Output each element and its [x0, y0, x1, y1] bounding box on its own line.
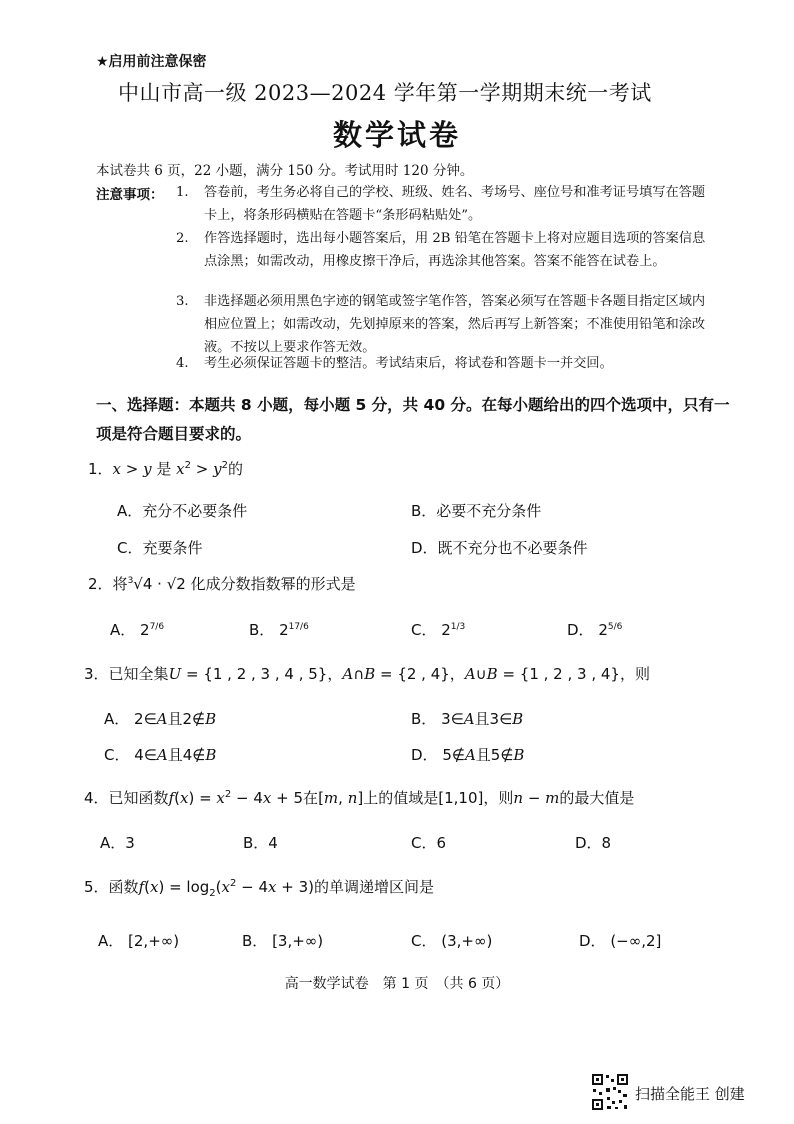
q5-option-b: B． [3,+∞) — [242, 932, 324, 950]
q1-option-d: D．既不充分也不必要条件 — [411, 539, 588, 557]
exam-title: 中山市高一级 2023—2024 学年第一学期期末统一考试 — [118, 81, 652, 105]
note-number: 2. — [176, 231, 189, 246]
question-5: 5．函数$f(x) = \log_2(x^2 - 4x + 3)$的单调递增区间是 — [84, 878, 434, 899]
note-item-3 — [176, 290, 716, 359]
question-2: 2．将$^3$√4 · √2 化成分数指数幂的形式是 — [88, 575, 356, 593]
q2-option-b: B． $2^{17/6}$ — [249, 621, 309, 639]
question-4: 4．已知函数$f(x) = x^2 - 4x + 5$在[m, n]上的值域是[1,10]，则n − m的最大值是 — [84, 789, 635, 807]
exam-intro: 本试卷共 6 页，22 小题，满分 150 分。考试用时 120 分钟。 — [96, 163, 474, 179]
question-number: 1． — [88, 460, 113, 478]
q4-option-c: C．6 — [411, 834, 447, 852]
q5-option-a: A． [2,+∞) — [98, 932, 180, 950]
question-number: 5． — [84, 878, 109, 896]
q2-option-d: D． $2^{5/6}$ — [567, 621, 623, 639]
notes-label: 注意事项： — [96, 187, 164, 203]
question-text: 化成分数指数幂的形式是 — [190, 575, 356, 593]
note-number: 3. — [176, 294, 189, 309]
q2-option-a: A． $2^{7/6}$ — [110, 621, 165, 639]
question-text: 将 — [112, 575, 128, 593]
q1-option-c: C．充要条件 — [117, 539, 203, 557]
section-heading: 一、选择题：本题共 8 小题，每小题 5 分，共 40 分。在每小题给出的四个选项中，只有一项是符合题目要求的。 — [96, 396, 730, 443]
note-text: 非选择题必须用黑色字迹的钢笔或签字笔作答，答案必须写在答题卡各题目指定区域内相应位置上；如需改动，先划掉原来的答案，然后再写上新答案；不准使用铅笔和涂改液。不按以上要求作答无效。 — [204, 294, 706, 355]
q4-option-a: A．3 — [100, 834, 135, 852]
q3-option-c: C． 4∈A且4∉B — [104, 746, 217, 764]
q3-option-a: A． 2∈A且2∉B — [104, 710, 217, 728]
question-number: 3． — [84, 665, 109, 683]
note-item-2 — [176, 227, 716, 273]
q4-option-d: D．8 — [575, 834, 612, 852]
note-item-1 — [176, 181, 716, 227]
exam-subject: 数学试卷 — [332, 118, 461, 152]
q3-option-d: D． 5∉A且5∉B — [411, 746, 525, 764]
question-1: 1．x > y 是 $x^2 > y^2$的 — [88, 460, 243, 478]
confidential-mark: ★启用前注意保密 — [96, 54, 207, 70]
question-text: 的 — [227, 460, 243, 478]
q4-option-b: B．4 — [243, 834, 278, 852]
q5-option-c: C． (3,+∞) — [411, 932, 493, 950]
note-item-4 — [176, 352, 716, 375]
page-footer: 高一数学试卷 第 1 页 （共 6 页） — [284, 976, 510, 992]
question-3: 3．已知全集U = {1 , 2 , 3 , 4 , 5}，A∩B = {2 , 4}，A∪B = {1 , 2 , 3 , 4}，则 — [84, 665, 650, 683]
note-text: 答卷前，考生务必将自己的学校、班级、姓名、考场号、座位号和准考证号填写在答题卡上，将条形码横贴在答题卡“条形码粘贴处”。 — [204, 185, 706, 223]
q3-option-b: B． 3∈A且3∈B — [411, 710, 524, 728]
note-number: 1. — [176, 185, 189, 200]
q1-option-a: A．充分不必要条件 — [117, 502, 248, 520]
note-text: 考生必须保证答题卡的整洁。考试结束后，将试卷和答题卡一并交回。 — [204, 356, 613, 371]
question-number: 4． — [84, 789, 109, 807]
scanner-watermark: 扫描全能王 创建 — [635, 1085, 745, 1103]
note-number: 4. — [176, 356, 189, 371]
question-number: 2． — [88, 575, 113, 593]
note-text: 作答选择题时，选出每小题答案后，用 2B 铅笔在答题卡上将对应题目选项的答案信息点涂黑；如需改动，用橡皮擦干净后，再选涂其他答案。答案不能答在试卷上。 — [204, 231, 706, 269]
qr-code-icon — [591, 1073, 629, 1111]
q1-option-b: B．必要不充分条件 — [411, 502, 542, 520]
q2-option-c: C． $2^{1/3}$ — [411, 621, 466, 639]
q5-option-d: D． (−∞,2] — [579, 932, 662, 950]
question-text: 已知全集 — [108, 665, 169, 683]
